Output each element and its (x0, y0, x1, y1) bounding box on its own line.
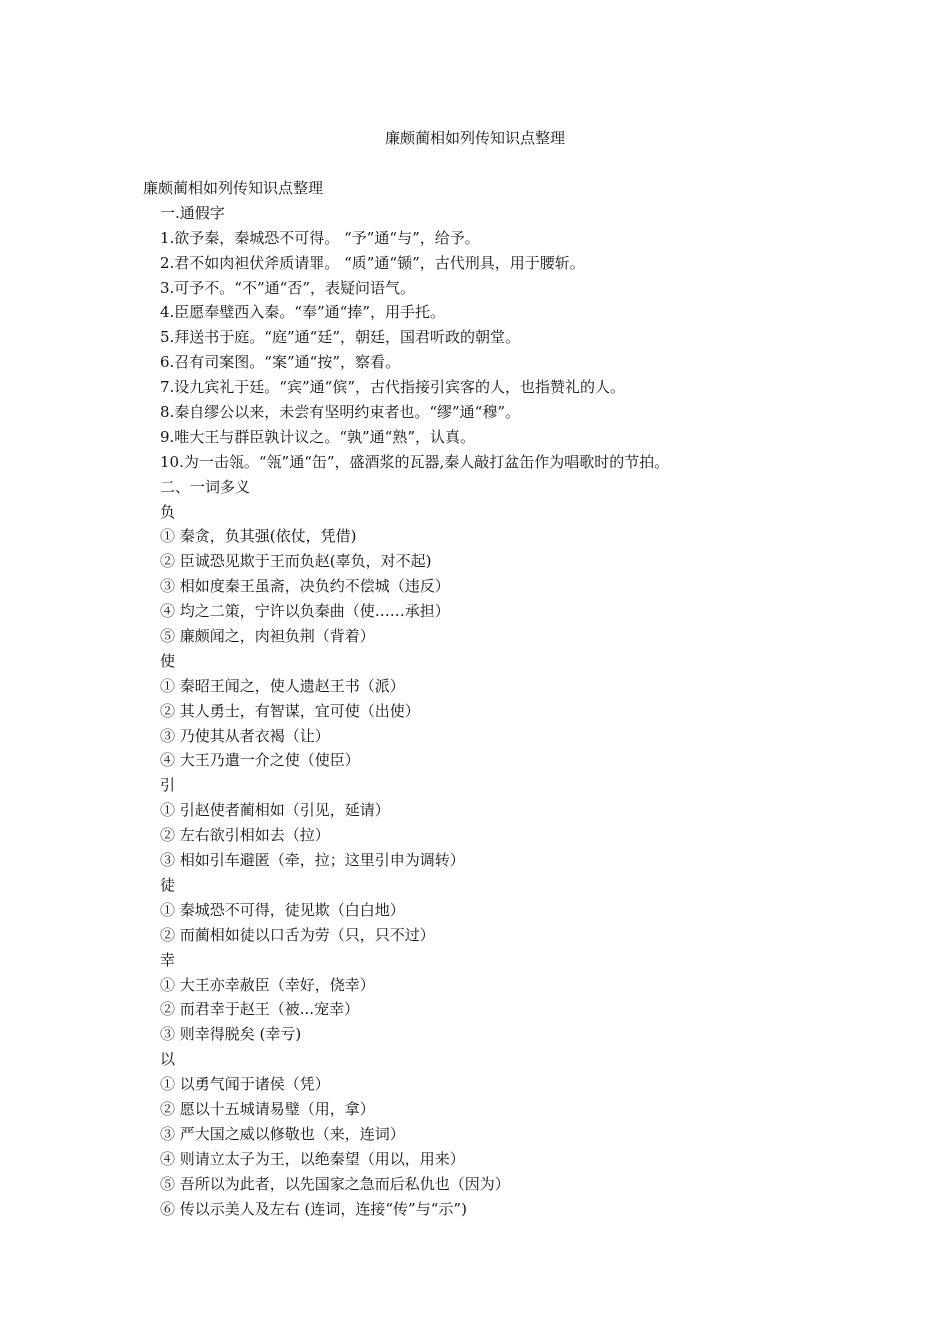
word-heading: 负 (160, 502, 176, 521)
list-item: 1.欲予秦，秦城恐不可得。 “予”通“与”，给予。 (160, 228, 480, 247)
list-item: ① 秦贪，负其强(依仗，凭借) (160, 527, 357, 546)
section-heading: 廉颇蔺相如列传知识点整理 (143, 179, 324, 197)
list-item: ① 以勇气闻于诸侯（凭） (160, 1075, 330, 1094)
document-title: 廉颇蔺相如列传知识点整理 (384, 129, 565, 147)
list-item: ② 臣诚恐见欺于王而负赵(辜负，对不起) (160, 552, 432, 571)
word-heading: 引 (160, 776, 176, 795)
list-item: ④ 则请立太子为王，以绝秦望（用以，用来） (160, 1149, 465, 1168)
list-item: ⑤ 廉颇闻之，肉袒负荆（背着） (160, 627, 375, 646)
list-item: ① 引赵使者蔺相如（引见，延请） (160, 801, 390, 820)
list-item: 2.君不如肉袒伏斧质请罪。 “质”通“锧”，古代刑具，用于腰斩。 (160, 253, 585, 272)
word-heading: 使 (160, 651, 176, 670)
list-item: ③ 严大国之威以修敬也（来，连词） (160, 1124, 405, 1143)
list-item: ③ 相如度秦王虽斋，决负约不偿城（违反） (160, 577, 450, 596)
list-item: ⑤ 吾所以为此者，以先国家之急而后私仇也（因为） (160, 1174, 510, 1193)
list-item: ③ 则幸得脱矣 (幸亏) (160, 1025, 302, 1044)
word-heading: 幸 (160, 950, 176, 969)
list-item: ④ 均之二策，宁许以负秦曲（使……承担） (160, 602, 450, 621)
list-item: ② 而君幸于赵王（被...宠幸） (160, 1000, 360, 1019)
list-item: ③ 乃使其从者衣褐（让） (160, 726, 330, 745)
list-item: ② 其人勇士，有智谋，宜可使（出使） (160, 701, 420, 720)
list-item: ③ 相如引车避匿（牵，拉；这里引申为调转） (160, 851, 465, 870)
list-item: 9.唯大王与群臣孰计议之。“孰”通“熟”，认真。 (160, 427, 475, 446)
list-item: ② 愿以十五城请易璧（用，拿） (160, 1099, 375, 1118)
list-item: ② 而蔺相如徒以口舌为劳（只，只不过） (160, 925, 435, 944)
document-body (143, 176, 843, 1221)
list-item: ② 左右欲引相如去（拉） (160, 826, 330, 845)
list-item: 6.召有司案图。“案”通“按”，察看。 (160, 353, 400, 372)
subsection-heading: 二、一词多义 (160, 477, 251, 496)
list-item: 4.臣愿奉璧西入秦。“奉”通“捧”，用手托。 (160, 303, 445, 322)
word-heading: 以 (160, 1050, 176, 1069)
list-item: ⑥ 传以示美人及左右 (连词，连接“传”与“示”) (160, 1199, 467, 1218)
list-item: 3.可予不。“不”通“否”，表疑问语气。 (160, 278, 415, 297)
list-item: 7.设九宾礼于廷。“宾”通“傧”，古代指接引宾客的人，也指赞礼的人。 (160, 378, 625, 397)
list-item: ④ 大王乃遣一介之使（使臣） (160, 751, 360, 770)
list-item: 8.秦自缪公以来，未尝有坚明约束者也。“缪”通“穆”。 (160, 403, 520, 422)
word-heading: 徒 (160, 875, 176, 894)
subsection-heading: 一.通假字 (160, 203, 225, 222)
list-item: ① 大王亦幸赦臣（幸好，侥幸） (160, 975, 375, 994)
list-item: 5.拜送书于庭。“庭”通“廷”，朝廷，国君听政的朝堂。 (160, 328, 520, 347)
list-item: 10.为一击瓴。“瓴”通“缶”，盛酒浆的瓦器,秦人敲打盆缶作为唱歌时的节拍。 (160, 452, 670, 471)
list-item: ① 秦昭王闻之，使人遗赵王书（派） (160, 676, 405, 695)
list-item: ① 秦城恐不可得，徒见欺（白白地） (160, 900, 405, 919)
